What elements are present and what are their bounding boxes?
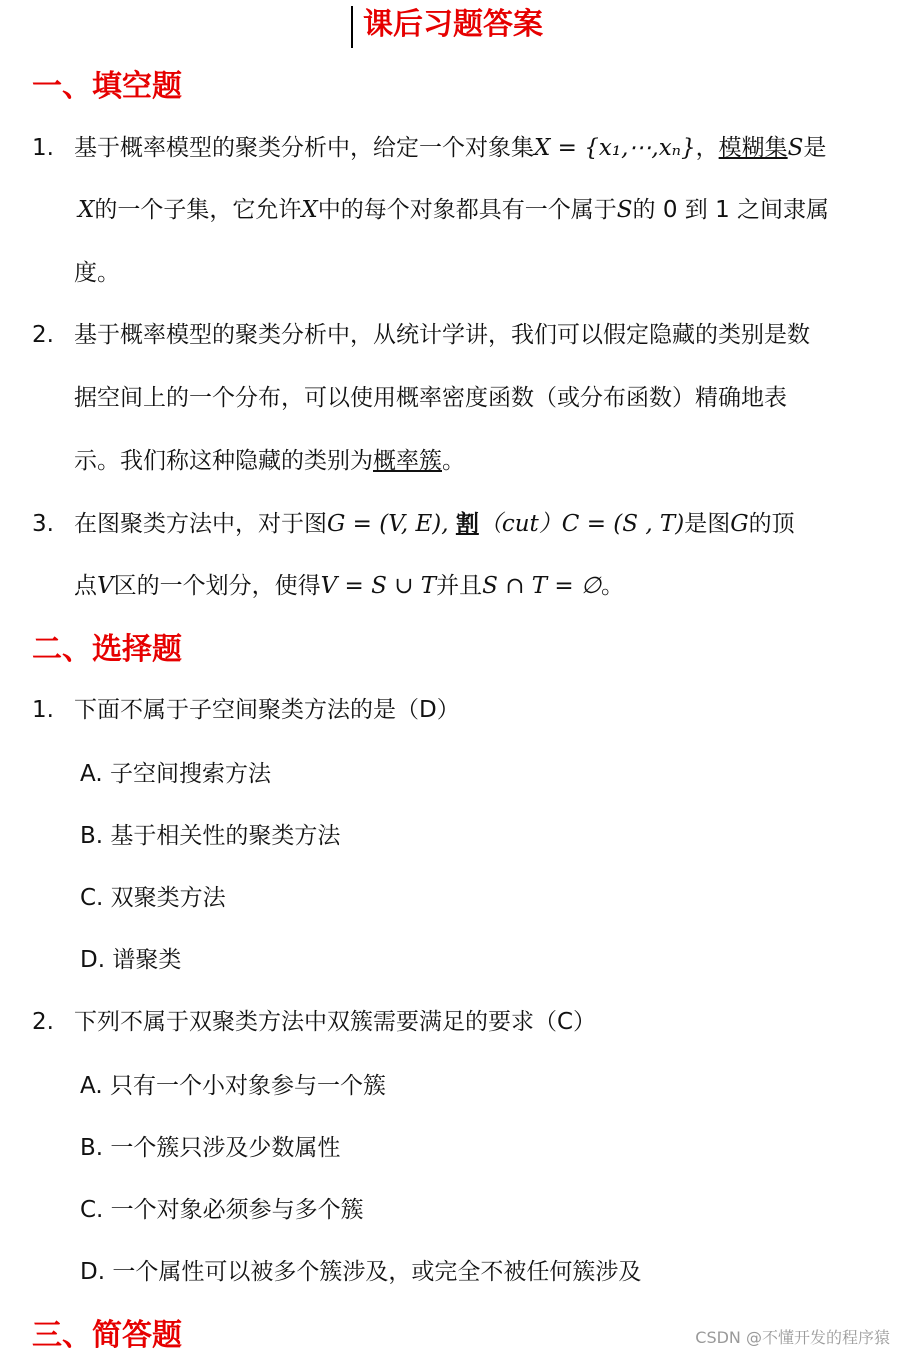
section-short-heading: 三、简答题	[32, 1318, 182, 1353]
fill-q3-text: 在图聚类方法中，对于图	[74, 511, 327, 537]
choice-q1-text: 下面不属于子空间聚类方法的是（D）	[74, 697, 460, 723]
page-title: 课后习题答案	[363, 7, 543, 42]
fill-q1-comma: ，	[695, 135, 719, 161]
fill-q3-number: 3.	[32, 511, 54, 537]
fill-q1-text2c: 的 0 到 1 之间隶属	[632, 197, 830, 223]
fill-q2-text: 示。我们称这种隐藏的类别为	[74, 448, 373, 474]
fill-q2-line3	[74, 444, 465, 478]
fill-q3-text2c: 并且	[436, 573, 483, 599]
math-x: X	[78, 197, 95, 223]
fill-q2-period: 。	[442, 448, 465, 474]
fill-q3-text2a: 点	[74, 573, 97, 599]
fill-q3-text-c: 的顶	[748, 511, 795, 537]
choice-q1-option-a: A. 子空间搜索方法	[80, 761, 271, 787]
fill-q1-line1	[74, 131, 826, 165]
fill-q1-line3: 度。	[74, 260, 120, 286]
fill-q1-text: 基于概率模型的聚类分析中，给定一个对象集	[74, 135, 534, 161]
fill-q1-text2b: 中的每个对象都具有一个属于	[317, 197, 617, 223]
choice-q2-option-d: D. 一个属性可以被多个簇涉及，或完全不被任何簇涉及	[80, 1259, 642, 1285]
text-cursor	[351, 6, 353, 48]
math-s2: S	[616, 197, 633, 223]
choice-q1-number: 1.	[32, 697, 54, 723]
math-cut: （cut）	[478, 511, 562, 537]
choice-q1-option-b: B. 基于相关性的聚类方法	[80, 823, 341, 849]
fill-q1-line2	[78, 193, 829, 227]
math-graph: G = (V, E),	[327, 511, 449, 537]
choice-q2-text: 下列不属于双聚类方法中双簇需要满足的要求（C）	[74, 1009, 597, 1035]
fill-q1-text-end: 是	[803, 135, 827, 161]
choice-q1-option-c: C. 双聚类方法	[80, 885, 226, 911]
math-c: C = (S , T)	[561, 511, 685, 537]
choice-q2-option-c: C. 一个对象必须参与多个簇	[80, 1197, 364, 1223]
choice-q1-option-d: D. 谱聚类	[80, 947, 182, 973]
section-choice-heading: 二、选择题	[32, 632, 182, 667]
fill-q2-line1: 基于概率模型的聚类分析中，从统计学讲，我们可以假定隐藏的类别是数	[74, 322, 810, 348]
fill-q1-text2a: 的一个子集，它允许	[94, 197, 302, 223]
fill-q1-answer: 模糊集	[718, 135, 788, 161]
fill-q2-line2: 据空间上的一个分布，可以使用概率密度函数（或分布函数）精确地表	[74, 385, 787, 411]
fill-q3-period: 。	[601, 573, 625, 599]
math-g: G	[730, 511, 749, 537]
math-s: S	[787, 135, 804, 161]
fill-q3-line2	[74, 569, 624, 603]
fill-q3-answer: 割	[455, 511, 479, 537]
fill-q3-line1	[74, 507, 795, 541]
math-x2: X	[301, 197, 318, 223]
fill-q3-text2b: 区的一个划分，使得	[113, 573, 321, 599]
math-union: V = S ∪ T	[320, 573, 437, 599]
fill-q3-text-b: 是图	[684, 511, 731, 537]
choice-q2-number: 2.	[32, 1009, 54, 1035]
section-fill-heading: 一、填空题	[32, 69, 182, 104]
choice-q2-option-b: B. 一个簇只涉及少数属性	[80, 1135, 341, 1161]
math-set-x: X = {x₁,⋯,xₙ}	[534, 135, 696, 161]
math-v: V	[97, 573, 114, 599]
fill-q2-number: 2.	[32, 322, 54, 348]
fill-q1-number: 1.	[32, 135, 54, 161]
fill-q2-answer: 概率簇	[373, 448, 442, 474]
watermark: CSDN @不懂开发的程序猿	[695, 1328, 890, 1347]
math-intersection: S ∩ T = ∅	[482, 573, 602, 599]
choice-q2-option-a: A. 只有一个小对象参与一个簇	[80, 1073, 386, 1099]
